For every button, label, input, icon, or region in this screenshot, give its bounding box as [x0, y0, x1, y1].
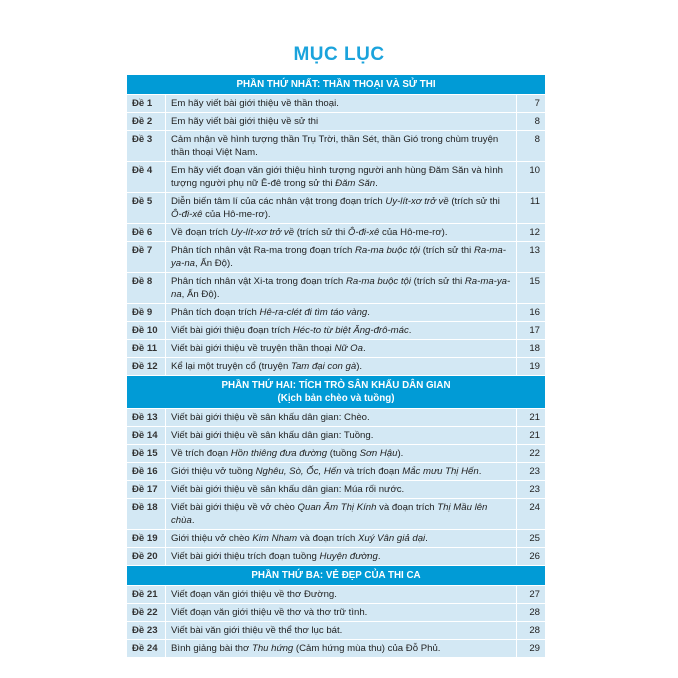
toc-entry[interactable] — [127, 273, 546, 304]
entry-title-italic: Uy-lít-xơ trở về — [230, 227, 295, 238]
entry-title — [166, 427, 517, 445]
entry-title-italic: Thị Mầu lên chùa — [171, 502, 488, 526]
entry-title-italic: Ra-ma buộc tội — [355, 245, 421, 256]
entry-page-number: 21 — [517, 409, 546, 427]
entry-title-italic: Nữ Oa — [334, 343, 363, 354]
entry-label: Đề 15 — [127, 445, 166, 463]
toc-entry[interactable] — [127, 131, 546, 162]
section-heading-cell — [127, 566, 546, 586]
entry-title-text: Viết bài giới thiệu đoạn trích — [171, 325, 293, 336]
entry-title-italic: Thu hứng — [251, 643, 294, 654]
entry-page-number: 23 — [517, 463, 546, 481]
entry-title-italic: Héc-to từ biệt Ăng-đrô-mác — [292, 325, 409, 336]
entry-title-text: Viết đoạn văn giới thiệu về thơ Đường. — [171, 589, 337, 600]
entry-label: Đề 22 — [127, 604, 166, 622]
entry-title-text: . — [425, 533, 428, 544]
section-header — [127, 75, 546, 95]
entry-page-number: 22 — [517, 445, 546, 463]
entry-title-text: (tuồng — [327, 448, 360, 459]
entry-title-text: Em hãy viết bài giới thiệu về thần thoại. — [171, 98, 339, 109]
entry-title-italic: Kim Nham — [252, 533, 298, 544]
entry-title — [166, 322, 517, 340]
entry-page-number: 18 — [517, 340, 546, 358]
toc-entry[interactable] — [127, 481, 546, 499]
toc-entry[interactable] — [127, 358, 546, 376]
entry-page-number: 27 — [517, 586, 546, 604]
entry-page-number: 7 — [517, 95, 546, 113]
entry-title-text: Em hãy viết bài giới thiệu về sử thi — [171, 116, 319, 127]
entry-title-italic: Tam đại con gà — [290, 361, 357, 372]
entry-title-italic: Ra-ma buộc tội — [345, 276, 411, 287]
entry-title — [166, 304, 517, 322]
entry-page-number: 29 — [517, 640, 546, 658]
entry-title-italic: Nghêu, Sò, Ốc, Hến — [255, 466, 342, 477]
entry-page-number: 17 — [517, 322, 546, 340]
section-heading: PHẦN THỨ HAI: TÍCH TRÒ SÂN KHẤU DÂN GIAN — [221, 380, 451, 391]
entry-title-text: . — [377, 551, 381, 562]
entry-title-text: Giới thiệu vở tuồng — [171, 466, 256, 477]
toc-entry[interactable] — [127, 548, 546, 566]
entry-page-number: 8 — [517, 113, 546, 131]
entry-title-text: . — [191, 515, 195, 526]
entry-title — [166, 224, 517, 242]
entry-title-text: (trích sử thi — [420, 245, 474, 256]
entry-label: Đề 1 — [127, 95, 166, 113]
section-heading: PHẦN THỨ BA: VẺ ĐẸP CỦA THI CA — [251, 570, 421, 581]
toc-entry[interactable] — [127, 445, 546, 463]
entry-title-text: của Hô-me-rơ). — [379, 227, 448, 238]
toc-entry[interactable] — [127, 193, 546, 224]
entry-title-italic: Ô-đi-xê — [347, 227, 380, 238]
entry-label: Đề 14 — [127, 427, 166, 445]
entry-title-text: Phân tích nhân vật Ra-ma trong đoạn trích — [171, 245, 355, 256]
entry-title-text: (Cảm hứng mùa thu) của Đỗ Phủ. — [293, 643, 441, 654]
toc-entry[interactable] — [127, 604, 546, 622]
entry-page-number: 8 — [517, 131, 546, 162]
entry-title-text: Viết đoạn văn giới thiệu về thơ và thơ trữ tình. — [171, 607, 368, 618]
section-header — [127, 376, 546, 409]
toc-entry[interactable] — [127, 224, 546, 242]
entry-title-text: và trích đoạn — [341, 466, 403, 477]
entry-title — [166, 131, 517, 162]
section-subheading: (Kịch bản chèo và tuồng) — [277, 393, 395, 404]
entry-title-text: Viết bài giới thiệu trích đoạn tuồng — [171, 551, 320, 562]
entry-label: Đề 24 — [127, 640, 166, 658]
entry-page-number: 23 — [517, 481, 546, 499]
entry-title — [166, 604, 517, 622]
entry-label: Đề 23 — [127, 622, 166, 640]
entry-page-number: 24 — [517, 499, 546, 530]
entry-page-number: 13 — [517, 242, 546, 273]
entry-title-text: Phân tích đoạn trích — [171, 307, 260, 318]
entry-title-text: . — [408, 325, 412, 336]
entry-title — [166, 622, 517, 640]
section-header — [127, 566, 546, 586]
entry-label: Đề 10 — [127, 322, 166, 340]
toc-entry[interactable] — [127, 427, 546, 445]
entry-title-text: Viết bài giới thiệu về sân khấu dân gian: Chèo. — [171, 412, 370, 423]
entry-title-italic: Ra-ma-ya-na — [171, 276, 511, 300]
entry-title-text: Diễn biến tâm lí của các nhân vật trong đoạn trích — [171, 196, 386, 207]
entry-label: Đề 4 — [127, 162, 166, 193]
entry-title — [166, 499, 517, 530]
entry-label: Đề 2 — [127, 113, 166, 131]
entry-title-text: Viết bài giới thiệu về truyện thần thoại — [171, 343, 335, 354]
toc-entry[interactable] — [127, 409, 546, 427]
entry-title — [166, 530, 517, 548]
entry-title-italic: Quan Âm Thị Kính — [297, 502, 377, 513]
entry-title — [166, 481, 517, 499]
entry-label: Đề 13 — [127, 409, 166, 427]
toc-entry[interactable] — [127, 640, 546, 658]
entry-label: Đề 7 — [127, 242, 166, 273]
entry-title-italic: Xuý Vân giả dại — [357, 533, 426, 544]
entry-page-number: 28 — [517, 622, 546, 640]
toc-entry[interactable] — [127, 622, 546, 640]
entry-title-italic: Sơn Hậu — [359, 448, 398, 459]
entry-title-text: Kể lại một truyện cổ (truyện — [171, 361, 291, 372]
entry-title-italic: Huyện đường — [319, 551, 378, 562]
entry-title — [166, 409, 517, 427]
entry-title-text: và đoạn trích — [297, 533, 358, 544]
entry-label: Đề 11 — [127, 340, 166, 358]
entry-title-text: (trích sử thi — [411, 276, 465, 287]
entry-title-italic: Đăm Săn — [335, 178, 376, 189]
entry-label: Đề 21 — [127, 586, 166, 604]
toc-entry[interactable] — [127, 95, 546, 113]
entry-title-text: . — [367, 307, 370, 318]
entry-title-text: Về trích đoạn — [171, 448, 231, 459]
entry-title-text: , Ấn Độ). — [181, 289, 220, 300]
entry-title — [166, 340, 517, 358]
entry-page-number: 28 — [517, 604, 546, 622]
section-heading: PHẦN THỨ NHẤT: THẦN THOẠI VÀ SỬ THI — [236, 79, 436, 90]
entry-label: Đề 5 — [127, 193, 166, 224]
entry-label: Đề 20 — [127, 548, 166, 566]
entry-page-number: 12 — [517, 224, 546, 242]
entry-title — [166, 358, 517, 376]
entry-page-number: 21 — [517, 427, 546, 445]
entry-title-text: Bình giảng bài thơ — [171, 643, 252, 654]
entry-title-text: (trích sử thi — [294, 227, 348, 238]
entry-title-text: Cảm nhận về hình tượng thần Trụ Trời, thần Sét, thần Gió trong chùm truyện thần thoại Việt Nam. — [171, 134, 499, 158]
section-heading-cell — [127, 75, 546, 95]
entry-title-text: , Ấn Độ). — [195, 258, 233, 269]
entry-label: Đề 19 — [127, 530, 166, 548]
entry-title-italic: Ra-ma-ya-na — [171, 245, 506, 269]
toc-entry[interactable] — [127, 340, 546, 358]
page-title: MỤC LỤC — [293, 44, 385, 65]
entry-title-text: Viết bài giới thiệu về vở chèo — [171, 502, 298, 513]
entry-label: Đề 12 — [127, 358, 166, 376]
entry-page-number: 11 — [517, 193, 546, 224]
entry-label: Đề 8 — [127, 273, 166, 304]
toc-entry[interactable] — [127, 162, 546, 193]
entry-title — [166, 242, 517, 273]
entry-title — [166, 193, 517, 224]
entry-title — [166, 640, 517, 658]
entry-title-italic: Mắc mưu Thị Hến — [402, 466, 479, 477]
entry-page-number: 19 — [517, 358, 546, 376]
entry-label: Đề 3 — [127, 131, 166, 162]
entry-title — [166, 463, 517, 481]
entry-title — [166, 548, 517, 566]
toc-entry[interactable] — [127, 463, 546, 481]
toc-entry[interactable] — [127, 586, 546, 604]
entry-title-text: . — [362, 343, 366, 354]
entry-title-text: và đoạn trích — [376, 502, 438, 513]
entry-title-text: Giới thiệu vở chèo — [171, 533, 253, 544]
entry-title-text: Viết bài văn giới thiệu về thể thơ lục bát. — [171, 625, 343, 636]
section-heading-cell — [127, 376, 546, 409]
entry-title — [166, 162, 517, 193]
entry-title-text: Em hãy viết đoạn văn giới thiệu hình tượng người anh hùng Đăm Săn và hình tượng người phụ nữ Ê-đê trong sử thi — [171, 165, 503, 189]
entry-title-text: ). — [356, 361, 363, 372]
entry-title-text: . — [375, 178, 378, 189]
entry-title — [166, 445, 517, 463]
entry-title-text: Viết bài giới thiệu về sân khấu dân gian: Tuồng. — [171, 430, 374, 441]
entry-page-number: 26 — [517, 548, 546, 566]
entry-title-text: của Hô-me-rơ). — [202, 209, 271, 220]
entry-title-text: . — [478, 466, 482, 477]
toc-entry[interactable] — [127, 242, 546, 273]
entry-title-text: Về đoạn trích — [171, 227, 231, 238]
entry-title — [166, 586, 517, 604]
entry-label: Đề 9 — [127, 304, 166, 322]
table-of-contents — [126, 74, 546, 658]
entry-label: Đề 16 — [127, 463, 166, 481]
entry-title-italic: Ô-đi-xê — [171, 209, 203, 220]
toc-entry[interactable] — [127, 499, 546, 530]
toc-entry[interactable] — [127, 304, 546, 322]
entry-title-italic: Uy-lít-xơ trở về — [385, 196, 449, 207]
toc-entry[interactable] — [127, 322, 546, 340]
entry-page-number: 25 — [517, 530, 546, 548]
entry-label: Đề 6 — [127, 224, 166, 242]
entry-label: Đề 17 — [127, 481, 166, 499]
toc-entry[interactable] — [127, 113, 546, 131]
entry-title-text: Viết bài giới thiệu về sân khấu dân gian: Múa rối nước. — [171, 484, 405, 495]
entry-title-italic: Hê-ra-clét đi tìm táo vàng — [259, 307, 368, 318]
entry-title-italic: Hồn thiêng đưa đường — [230, 448, 328, 459]
entry-title-text: (trích sử thi — [448, 196, 500, 207]
entry-title — [166, 273, 517, 304]
entry-title — [166, 113, 517, 131]
entry-page-number: 15 — [517, 273, 546, 304]
entry-label: Đề 18 — [127, 499, 166, 530]
entry-title-text: ). — [397, 448, 404, 459]
toc-entry[interactable] — [127, 530, 546, 548]
entry-page-number: 16 — [517, 304, 546, 322]
entry-title — [166, 95, 517, 113]
entry-title-text: Phân tích nhân vật Xi-ta trong đoạn trích — [171, 276, 346, 287]
entry-page-number: 10 — [517, 162, 546, 193]
